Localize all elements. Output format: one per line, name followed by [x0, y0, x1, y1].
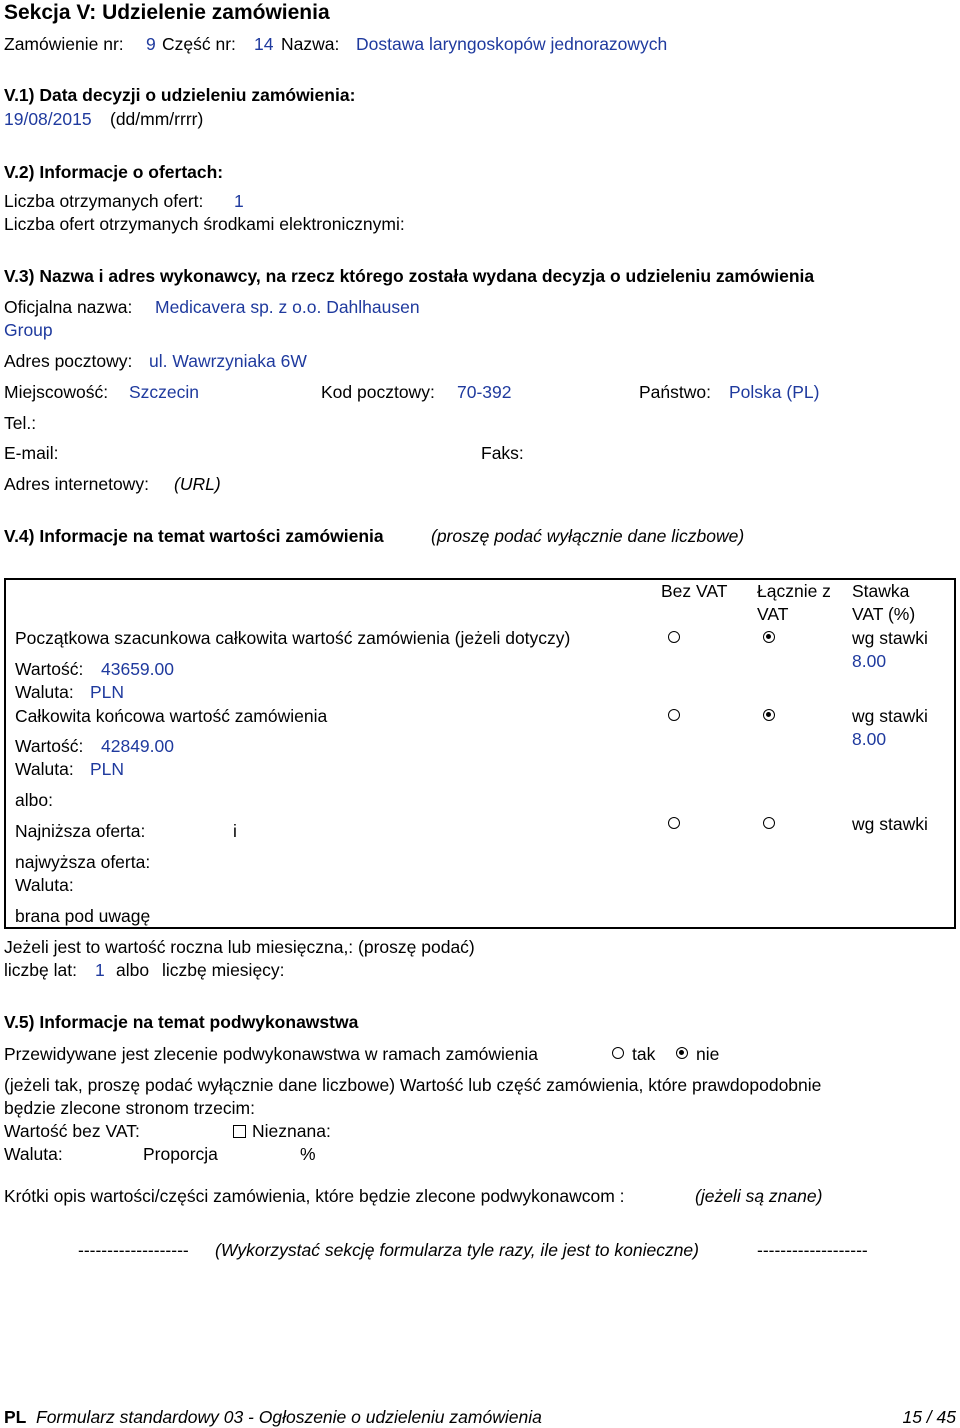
- official-name-label: Oficjalna nazwa:: [4, 297, 133, 317]
- initial-amount-label: Wartość:: [15, 659, 84, 679]
- percent-label: %: [300, 1144, 316, 1164]
- city-label: Miejscowość:: [4, 382, 109, 402]
- offers-electronic-label: Liczba ofert otrzymanych środkami elektronicznymi:: [4, 214, 405, 234]
- final-net-radio[interactable]: [668, 709, 680, 721]
- description-label: Krótki opis wartości/części zamówienia, które będzie zlecone podwykonawcom :: [4, 1186, 625, 1206]
- repeat-dashes-right: -------------------: [757, 1240, 868, 1260]
- www-hint: (URL): [174, 474, 221, 494]
- subcontract-no-label: nie: [696, 1044, 720, 1064]
- col-gross-header-2: VAT: [757, 604, 789, 624]
- subcontract-yes-radio[interactable]: [612, 1047, 624, 1059]
- section-title: Sekcja V: Udzielenie zamówienia: [4, 1, 330, 24]
- city: Szczecin: [129, 382, 200, 402]
- subcontract-note-line1: (jeżeli tak, proszę podać wyłącznie dane liczbowe) Wartość lub część zamówienia, które prawdopodobnie: [4, 1075, 822, 1095]
- footer-lang: PL: [4, 1407, 27, 1427]
- email-label: E-mail:: [4, 443, 59, 463]
- final-gross-radio[interactable]: [763, 709, 775, 721]
- initial-currency: PLN: [90, 682, 125, 702]
- years-value: 1: [95, 960, 105, 980]
- footer-form-name: Formularz standardowy 03 - Ogłoszenie o udzieleniu zamówienia: [36, 1407, 542, 1427]
- part-no: 14: [254, 34, 274, 54]
- repeat-note: (Wykorzystać sekcję formularza tyle razy, ile jest to konieczne): [215, 1240, 699, 1260]
- final-value-label: Całkowita końcowa wartość zamówienia: [15, 706, 328, 726]
- initial-net-radio[interactable]: [668, 631, 680, 643]
- subcontract-question: Przewidywane jest zlecenie podwykonawstwa w ramach zamówienia: [4, 1044, 538, 1064]
- subcontract-currency-label: Waluta:: [4, 1144, 63, 1164]
- range-net-radio[interactable]: [668, 817, 680, 829]
- subcontract-no-radio[interactable]: [676, 1047, 688, 1059]
- v4-hint: (proszę podać wyłącznie dane liczbowe): [431, 526, 745, 546]
- footer-page-number: 15 / 45: [902, 1407, 956, 1427]
- initial-rate-label: wg stawki: [852, 628, 928, 648]
- col-rate-header-1: Stawka: [852, 581, 910, 601]
- address: ul. Wawrzyniaka 6W: [149, 351, 307, 371]
- final-rate: 8.00: [852, 729, 887, 749]
- or-word: albo: [116, 960, 150, 980]
- tel-label: Tel.:: [4, 413, 37, 433]
- v3-heading: V.3) Nazwa i adres wykonawcy, na rzecz którego została wydana decyzja o udzieleniu zamówienia: [4, 266, 815, 286]
- and-label: i: [233, 821, 237, 841]
- offers-received-label: Liczba otrzymanych ofert:: [4, 191, 204, 211]
- initial-rate: 8.00: [852, 651, 887, 671]
- initial-gross-radio[interactable]: [763, 631, 775, 643]
- col-rate-header-2: VAT (%): [852, 604, 916, 624]
- range-currency-label: Waluta:: [15, 875, 74, 895]
- order-no: 9: [146, 34, 156, 54]
- final-currency: PLN: [90, 759, 125, 779]
- months-label: liczbę miesięcy:: [162, 960, 285, 980]
- final-rate-label: wg stawki: [852, 706, 928, 726]
- initial-amount: 43659.00: [101, 659, 174, 679]
- postal-code: 70-392: [457, 382, 512, 402]
- country-label: Państwo:: [639, 382, 711, 402]
- country: Polska (PL): [729, 382, 820, 402]
- col-gross-header-1: Łącznie z: [757, 581, 831, 601]
- official-name-line1: Medicavera sp. z o.o. Dahlhausen: [155, 297, 420, 317]
- range-gross-radio[interactable]: [763, 817, 775, 829]
- initial-value-label: Początkowa szacunkowa całkowita wartość zamówienia (jeżeli dotyczy): [15, 628, 571, 648]
- annual-note: Jeżeli jest to wartość roczna lub miesięczna,: (proszę podać): [4, 937, 475, 957]
- description-hint: (jeżeli są znane): [695, 1186, 823, 1206]
- order-no-label: Zamówienie nr:: [4, 34, 124, 54]
- proportion-label: Proporcja: [143, 1144, 218, 1164]
- repeat-dashes-left: -------------------: [78, 1240, 189, 1260]
- or-label: albo:: [15, 790, 53, 810]
- offers-received: 1: [234, 191, 244, 211]
- v4-heading: V.4) Informacje na temat wartości zamówienia: [4, 526, 384, 546]
- subcontract-note-line2: będzie zlecone stronom trzecim:: [4, 1098, 255, 1118]
- unknown-label: Nieznana:: [252, 1121, 331, 1141]
- range-rate-label: wg stawki: [852, 814, 928, 834]
- final-currency-label: Waluta:: [15, 759, 74, 779]
- v5-heading: V.5) Informacje na temat podwykonawstwa: [4, 1012, 359, 1032]
- v1-heading: V.1) Data decyzji o udzieleniu zamówienia:: [4, 85, 356, 105]
- net-value-label: Wartość bez VAT:: [4, 1121, 140, 1141]
- unknown-checkbox[interactable]: [233, 1125, 246, 1138]
- v2-heading: V.2) Informacje o ofertach:: [4, 162, 224, 182]
- official-name-line2: Group: [4, 320, 53, 340]
- www-label: Adres internetowy:: [4, 474, 149, 494]
- decision-date: 19/08/2015: [4, 109, 92, 129]
- years-label: liczbę lat:: [4, 960, 77, 980]
- col-net-header: Bez VAT: [661, 581, 728, 601]
- part-no-label: Część nr:: [162, 34, 236, 54]
- considered-label: brana pod uwagę: [15, 906, 151, 926]
- order-name: Dostawa laryngoskopów jednorazowych: [356, 34, 668, 54]
- address-label: Adres pocztowy:: [4, 351, 133, 371]
- fax-label: Faks:: [481, 443, 524, 463]
- highest-offer-label: najwyższa oferta:: [15, 852, 151, 872]
- date-format: (dd/mm/rrrr): [110, 109, 204, 129]
- name-label: Nazwa:: [281, 34, 340, 54]
- initial-currency-label: Waluta:: [15, 682, 74, 702]
- final-amount: 42849.00: [101, 736, 174, 756]
- final-amount-label: Wartość:: [15, 736, 84, 756]
- postal-label: Kod pocztowy:: [321, 382, 435, 402]
- subcontract-yes-label: tak: [632, 1044, 656, 1064]
- lowest-offer-label: Najniższa oferta:: [15, 821, 146, 841]
